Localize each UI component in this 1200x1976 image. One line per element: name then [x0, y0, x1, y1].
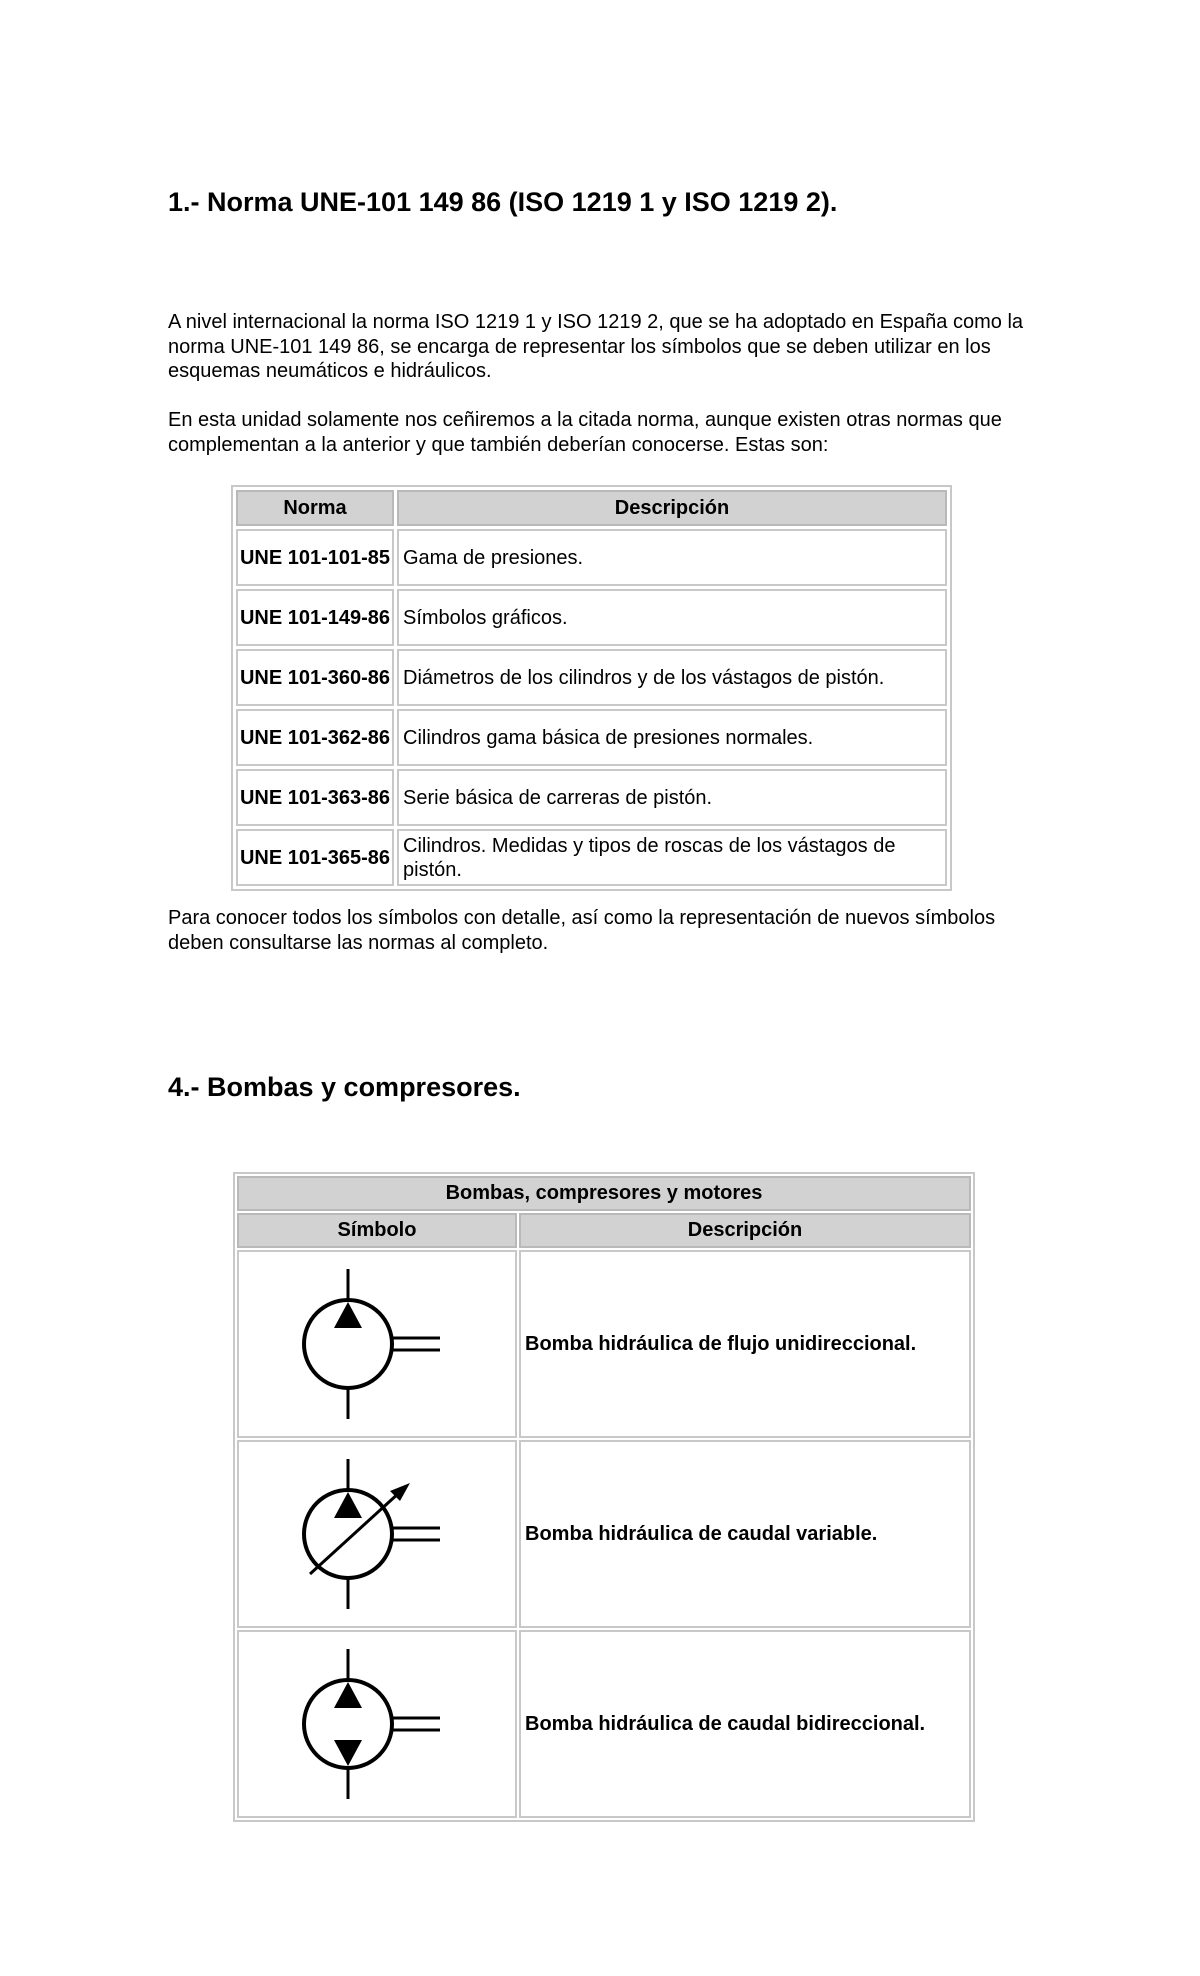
table-row [236, 709, 947, 766]
table-row [236, 529, 947, 586]
symbol-description: Bomba hidráulica de caudal bidireccional. [519, 1630, 971, 1818]
norm-description: Símbolos gráficos. [397, 589, 947, 646]
norm-code: UNE 101-149-86 [236, 589, 394, 646]
symbols-table-title-row [237, 1176, 971, 1211]
section-1-heading: 1.- Norma UNE-101 149 86 (ISO 1219 1 y ISO 1219 2). [168, 187, 838, 217]
symbol-cell [237, 1250, 517, 1438]
norm-description: Diámetros de los cilindros y de los vástagos de pistón. [397, 649, 947, 706]
symbols-table-header-row [237, 1213, 971, 1248]
pump-bidirectional-icon [302, 1644, 452, 1804]
norm-code: UNE 101-101-85 [236, 529, 394, 586]
norms-table [231, 485, 952, 891]
intro-paragraph: A nivel internacional la norma ISO 1219 1 y ISO 1219 2, que se ha adoptado en España como la norma UNE-101 149 86, se encarga de representar los símbolos que se deben utilizar en los esquemas neumáticos e hidráulicos. [168, 311, 1024, 382]
norm-code: UNE 101-365-86 [236, 829, 394, 886]
table-row [237, 1630, 971, 1818]
norm-code: UNE 101-362-86 [236, 709, 394, 766]
complementary-norms-paragraph: En esta unidad solamente nos ceñiremos a la citada norma, aunque existen otras normas que complementan a la anterior y que también deberían conocerse. Estas son: [168, 409, 1002, 456]
norms-table-header-row [236, 490, 947, 526]
norm-code: UNE 101-360-86 [236, 649, 394, 706]
symbol-cell [237, 1440, 517, 1628]
symbols-col-header-descripcion: Descripción [519, 1213, 971, 1248]
symbols-table-title: Bombas, compresores y motores [237, 1176, 971, 1211]
table-row [236, 769, 947, 826]
norm-description: Cilindros gama básica de presiones normales. [397, 709, 947, 766]
symbols-table [233, 1172, 975, 1822]
pump-unidirectional-icon [302, 1264, 452, 1424]
table-row [236, 649, 947, 706]
norms-col-header-norma: Norma [236, 490, 394, 526]
table-row [236, 829, 947, 886]
symbols-col-header-simbolo: Símbolo [237, 1213, 517, 1248]
norm-description: Serie básica de carreras de pistón. [397, 769, 947, 826]
symbol-cell [237, 1630, 517, 1818]
table-row [237, 1440, 971, 1628]
symbol-description: Bomba hidráulica de caudal variable. [519, 1440, 971, 1628]
pump-variable-icon [302, 1454, 452, 1614]
closing-paragraph: Para conocer todos los símbolos con detalle, así como la representación de nuevos símbolos deben consultarse las normas al completo. [168, 907, 996, 954]
section-4-heading: 4.- Bombas y compresores. [168, 1072, 521, 1102]
norm-code: UNE 101-363-86 [236, 769, 394, 826]
norm-description: Gama de presiones. [397, 529, 947, 586]
table-row [236, 589, 947, 646]
table-row [237, 1250, 971, 1438]
norms-col-header-descripcion: Descripción [397, 490, 947, 526]
symbol-description: Bomba hidráulica de flujo unidireccional. [519, 1250, 971, 1438]
norm-description: Cilindros. Medidas y tipos de roscas de los vástagos de pistón. [397, 829, 947, 886]
